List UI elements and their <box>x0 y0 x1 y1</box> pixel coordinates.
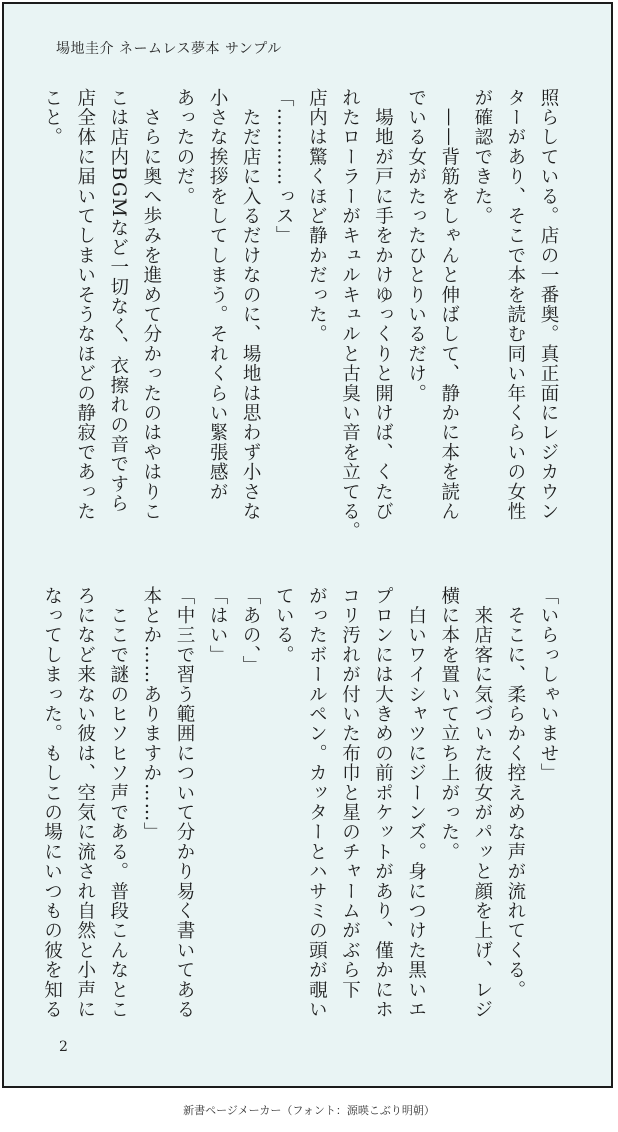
generator-credit: 新書ページメーカー（フォント：源暎こぶり明朝） <box>183 1104 435 1117</box>
page-header: 場地圭介 ネームレス夢本 サンプル <box>56 41 282 57</box>
book-page <box>2 2 613 1088</box>
text-block-lower: 「いらっしゃいませ」 そこに、柔らかく控えめな声が流れてくる。 来店客に気づいた彼女がパッと顔を上げ、レジ 横に本を置いて立ち上がった。 白いワイシャツにジーンズ。身につけた黒いエ プロンには大きめの前ポケットがあり、僅かにホ コリ汚れが付いた布巾と星のチャームがぶら下 がったボールペン。カッターとハサミの頭が覗い ている。 「あの、」 「はい」 「中三で習う範囲について分かり易く書いてある 本とか……ありますか……」 ここで謎のヒソヒソ声である。普段こんなとこ ろになど来ない彼は、空気に流され自然と小声に なってしまった。もしこの場にいつもの彼を知る <box>41 586 559 1020</box>
text-block-upper: 照らしている。店の一番奥。真正面にレジカウン ターがあり、そこで本を読む同い年くらいの女性 が確認できた。 ——背筋をしゃんと伸ばして、静かに本を読ん でいる女がたったひとりいるだけ。 場地が戸に手をかけゆっくりと開けば、くたび れたローラーがキュルキュルと古臭い音を立てる。 店内は驚くほど静かだった。 「…………っス」 ただ店に入るだけなのに、場地は思わず小さな 小さな挨拶をしてしまう。それくらい緊張感が あったのだ。 さらに奥へ歩みを進めて分かったのはやはりこ こは店内BGMなど一切なく、衣擦れの音ですら 店全体に届いてしまいそうなほどの静寂であった こと。 <box>41 88 559 542</box>
page-number: 2 <box>59 1039 68 1055</box>
